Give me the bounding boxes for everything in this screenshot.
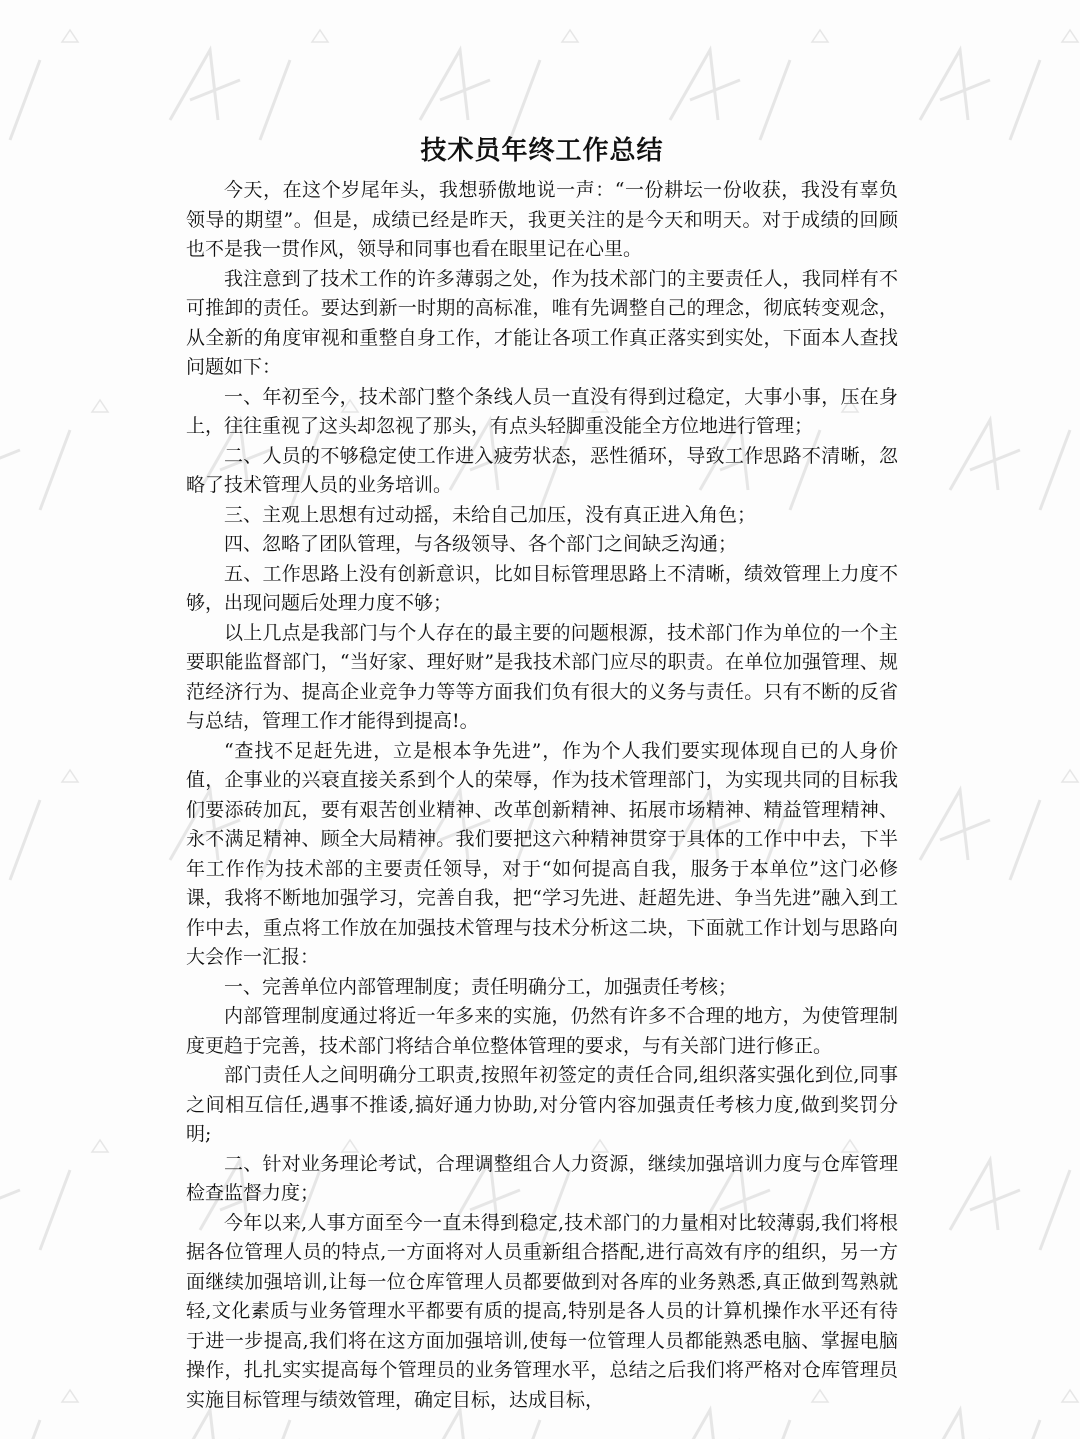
watermark-tile [950, 400, 1080, 510]
paragraph: 一、年初至今，技术部门整个条线人员一直没有得到过稳定，大事小事，压在身上，往往重视了这头却忽视了那头，有点头轻脚重没能全方位地进行管理； [186, 385, 898, 437]
paragraph: 我注意到了技术工作的许多薄弱之处，作为技术部门的主要责任人，我同样有不可推卸的责任。要达到新一时期的高标准，唯有先调整自己的理念，彻底转变观念，从全新的角度审视和重整自身工作，才能让各项工作真正落实到实处，下面本人查找问题如下： [186, 267, 898, 378]
watermark-tile [920, 30, 1078, 140]
watermark-tile [420, 30, 578, 140]
paragraph: 今年以来,人事方面至今一直未得到稳定,技术部门的力量相对比较薄弱,我们将根据各位管理人员的特点,一方面将对人员重新组合搭配,进行高效有序的组织，另一方面继续加强培训,让每一位仓库管理人员都要做到对各库的业务熟悉,真正做到驾熟就轻,文化素质与业务管理水平都要有质的提高,特别是各人员的计算机操作水平还有待于进一步提高,我们将在这方面加强培训,使每一位管理人员都能熟悉电脑、掌握电脑操作，扎扎实实提高每个管理员的业务管理水平，总结之后我们将严格对仓库管理员实施目标管理与绩效管理，确定目标，达成目标， [186, 1211, 898, 1411]
paragraph: 内部管理制度通过将近一年多来的实施，仍然有许多不合理的地方，为使管理制度更趋于完善，技术部门将结合单位整体管理的要求，与有关部门进行修正。 [186, 1005, 898, 1057]
paragraph: “查找不足赶先进，立是根本争先进”，作为个人我们要实现体现自已的人身价值，企事业的兴衰直接关系到个人的荣辱，作为技术管理部门，为实现共同的目标我们要添砖加瓦，要有艰苦创业精神、改革创新精神、拓展市场精神、精益管理精神、永不满足精神、顾全大局精神。我们要把这六种精神贯穿于具体的工作中中去，下半年工作作为技术部的主要责任领导，对于“如何提高自我，服务于本单位”这门必修课，我将不断地加强学习，完善自我，把“学习先进、赶超先进、争当先进”融入到工作中去，重点将工作放在加强技术管理与技术分析这二块，下面就工作计划与思路向大会作一汇报： [186, 739, 898, 968]
watermark-tile [920, 1390, 1078, 1439]
watermark-tile [950, 1140, 1080, 1250]
watermark-tile [0, 30, 78, 140]
watermark-tile [670, 30, 828, 140]
paragraph: 今天，在这个岁尾年头，我想骄傲地说一声：“一份耕坛一份收获，我没有辜负领导的期望”。但是，成绩已经是昨天，我更关注的是今天和明天。对于成绩的回顾也不是我一贯作风，领导和同事也看在眼里记在心里。 [186, 179, 898, 260]
paragraph: 五、工作思路上没有创新意识，比如目标管理思路上不清晰，绩效管理上力度不够，出现问题后处理力度不够； [186, 562, 898, 614]
paragraph: 部门责任人之间明确分工职责,按照年初签定的责任合同,组织落实强化到位,同事之间相互信任,遇事不推诿,搞好通力协助,对分管内容加强责任考核力度,做到奖罚分明; [186, 1064, 898, 1145]
document-body [186, 132, 898, 1415]
paragraph: 二、人员的不够稳定使工作进入疲劳状态，恶性循环，导致工作思路不清晰，忽略了技术管理人员的业务培训。 [186, 444, 898, 496]
paragraph: 一、完善单位内部管理制度；责任明确分工，加强责任考核； [224, 975, 738, 998]
paragraph: 四、忽略了团队管理，与各级领导、各个部门之间缺乏沟通； [224, 533, 738, 555]
watermark-tile [0, 1390, 78, 1439]
document-title: 技术员年终工作总结 [420, 136, 664, 166]
paragraph: 二、针对业务理论考试，合理调整组合人力资源，继续加强培训力度与仓库管理检查监督力度； [186, 1152, 898, 1204]
watermark-tile [170, 30, 328, 140]
watermark-tile [0, 400, 108, 510]
watermark-tile [0, 770, 78, 880]
paragraph: 以上几点是我部门与个人存在的最主要的问题根源，技术部门作为单位的一个主要职能监督部门，“当好家、理好财”是我技术部门应尽的职责。在单位加强管理、规范经济行为、提高企业竞争力等等方面我们负有很大的义务与责任。只有不断的反省与总结，管理工作才能得到提高!。 [186, 621, 898, 732]
paragraph: 三、主观上思想有过动摇，未给自己加压，没有真正进入角色； [224, 503, 757, 526]
watermark-tile [0, 1140, 108, 1250]
watermark-tile [920, 770, 1078, 880]
